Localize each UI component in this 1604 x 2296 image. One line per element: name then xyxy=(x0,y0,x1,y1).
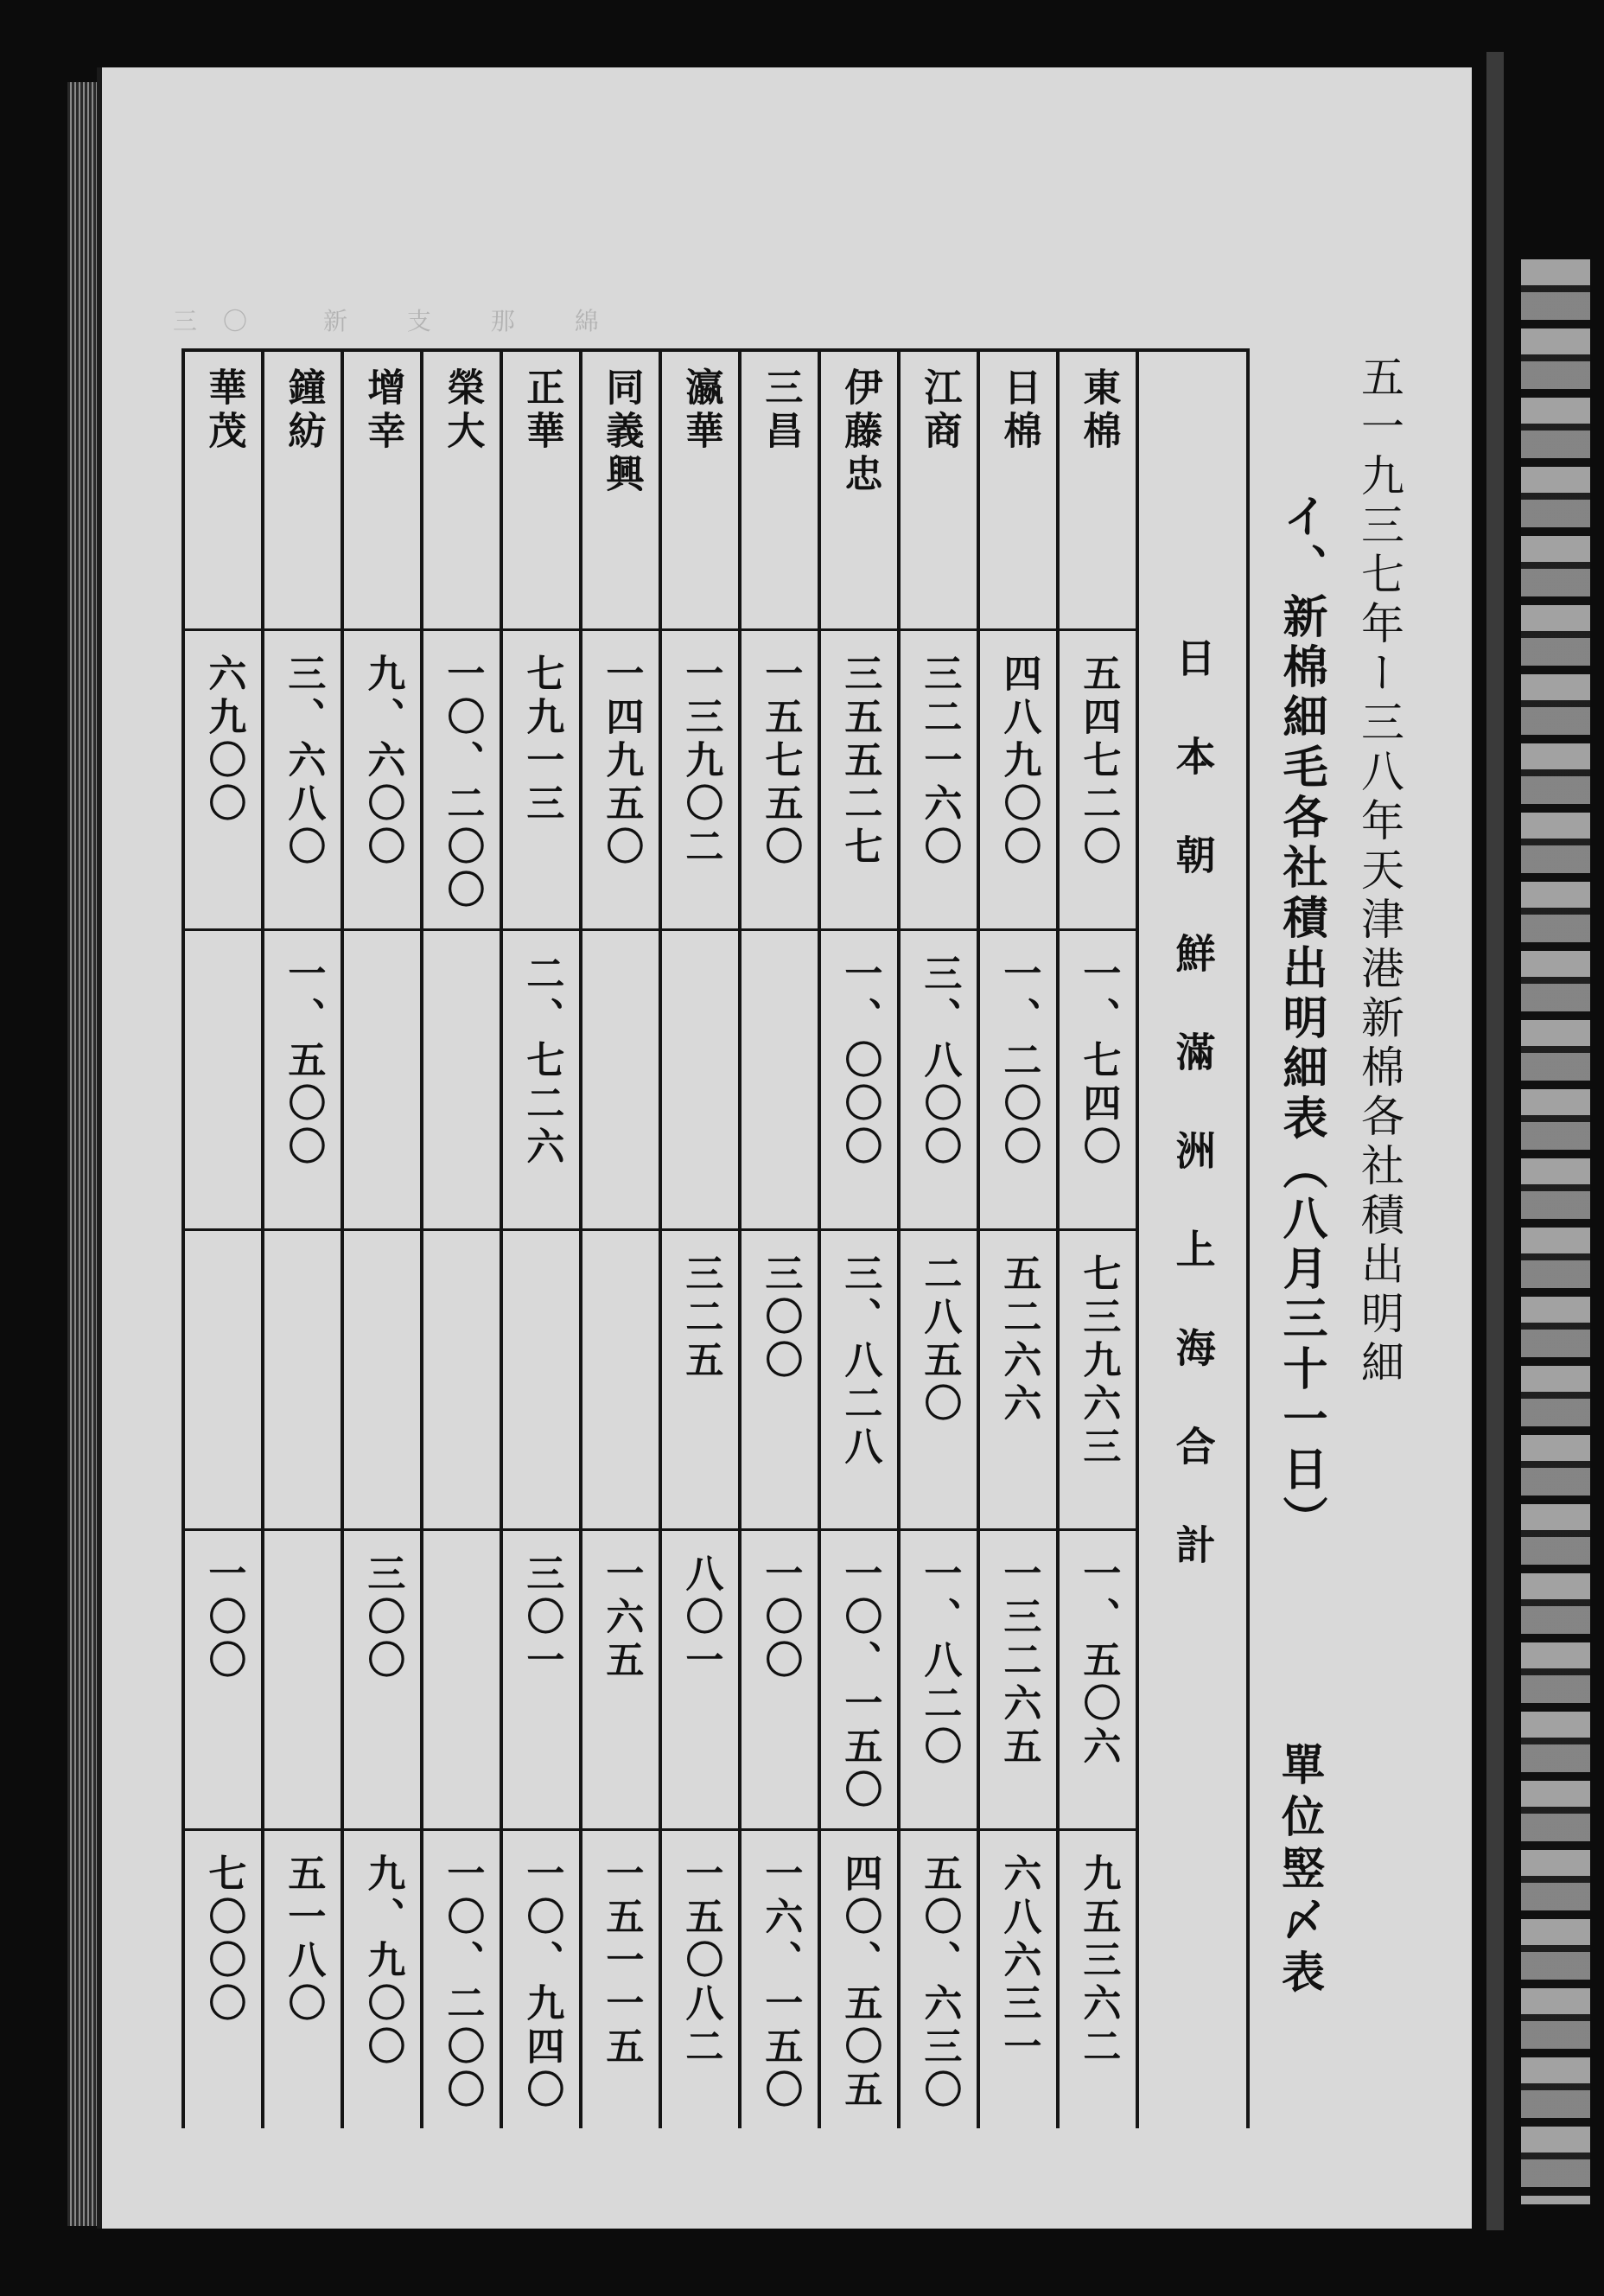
table-cell: 五一八〇 xyxy=(263,1830,342,2129)
table-cell: 三〇〇 xyxy=(740,1230,819,1530)
table-cell: 三二一六〇 xyxy=(899,630,978,930)
table-cell xyxy=(183,1230,263,1530)
table-cell: 一三二六五 xyxy=(978,1530,1058,1830)
table-row-total xyxy=(183,1830,1248,2129)
table-title: 五一九三七年ー三八年天津港新棉各社積出明細 xyxy=(1354,354,1404,1389)
table-row-shanghai xyxy=(183,1530,1248,1830)
torn-page-edge xyxy=(1521,259,1590,2204)
company-name-cell: 同義興 xyxy=(581,350,660,630)
table-cell: 二八五〇 xyxy=(899,1230,978,1530)
table-cell: 一〇、九四〇 xyxy=(501,1830,581,2129)
company-name-cell: 華茂 xyxy=(183,350,263,630)
table-cell: 五〇、六三〇 xyxy=(899,1830,978,2129)
table-cell: 一〇、二〇〇 xyxy=(422,1830,501,2129)
table-cell: 六八六三一 xyxy=(978,1830,1058,2129)
scan-border xyxy=(1486,52,1504,2230)
table-cell: 一五一一五 xyxy=(581,1830,660,2129)
company-name-cell: 東棉 xyxy=(1058,350,1137,630)
table-cell xyxy=(342,930,422,1230)
company-name-cell: 三昌 xyxy=(740,350,819,630)
table-cell xyxy=(501,1230,581,1530)
table-cell: 三、八二八 xyxy=(819,1230,899,1530)
table-cell: 一、二〇〇 xyxy=(978,930,1058,1230)
company-name-cell: 瀛華 xyxy=(660,350,740,630)
table-cell: 三、八〇〇 xyxy=(899,930,978,1230)
table-cell: 七三九六三 xyxy=(1058,1230,1137,1530)
company-name-cell: 正華 xyxy=(501,350,581,630)
table-cell: 七〇〇〇 xyxy=(183,1830,263,2129)
company-name-cell: 伊藤忠 xyxy=(819,350,899,630)
table-cell xyxy=(422,1230,501,1530)
table-cell xyxy=(422,1530,501,1830)
table-cell: 一〇〇 xyxy=(740,1530,819,1830)
table-cell: 一、五〇〇 xyxy=(263,930,342,1230)
faded-running-head: 三〇 新 支 那 綿 xyxy=(173,307,625,335)
table-cell: 一〇、二〇〇 xyxy=(422,630,501,930)
table-cell: 七九一三 xyxy=(501,630,581,930)
table-cell: 八〇一 xyxy=(660,1530,740,1830)
table-subtitle: イ、新棉細毛各社積出明細表（八月三十一日） xyxy=(1275,493,1327,1546)
table-cell: 九五三六二 xyxy=(1058,1830,1137,2129)
table-cell: 一五七五〇 xyxy=(740,630,819,930)
table-cell: 三〇一 xyxy=(501,1530,581,1830)
table-cell xyxy=(342,1230,422,1530)
table-cell xyxy=(263,1230,342,1530)
table-cell: 四八九〇〇 xyxy=(978,630,1058,930)
table-cell: 五二六六 xyxy=(978,1230,1058,1530)
table-cell: 一、〇〇〇 xyxy=(819,930,899,1230)
table-cell: 一五〇八二 xyxy=(660,1830,740,2129)
table-cell: 一、五〇六 xyxy=(1058,1530,1137,1830)
table-cell: 三二五 xyxy=(660,1230,740,1530)
table-cell: 一六、一五〇 xyxy=(740,1830,819,2129)
table-cell: 一六五 xyxy=(581,1530,660,1830)
table-cell: 五四七二〇 xyxy=(1058,630,1137,930)
table-cell xyxy=(422,930,501,1230)
table-cell: 三〇〇 xyxy=(342,1530,422,1830)
company-name-cell: 增幸 xyxy=(342,350,422,630)
table-cell: 一四九五〇 xyxy=(581,630,660,930)
company-name-cell: 江商 xyxy=(899,350,978,630)
column-headers: 日本朝鮮滿洲上海合計 xyxy=(1169,637,1217,1623)
table-cell xyxy=(581,930,660,1230)
table-cell xyxy=(581,1230,660,1530)
table-row-japan xyxy=(183,630,1248,930)
table-cell: 一、七四〇 xyxy=(1058,930,1137,1230)
unit-label: 單位竪〆表 xyxy=(1275,1742,1326,2001)
company-name-cell: 鐘紡 xyxy=(263,350,342,630)
column-header-cell xyxy=(1137,350,1248,2128)
table-cell: 三五五二七 xyxy=(819,630,899,930)
table-cell: 一〇〇 xyxy=(183,1530,263,1830)
table-cell xyxy=(740,930,819,1230)
table-cell: 四〇、五〇五 xyxy=(819,1830,899,2129)
table-row-names xyxy=(183,350,1248,630)
table-cell: 一〇、一五〇 xyxy=(819,1530,899,1830)
company-name-cell: 榮大 xyxy=(422,350,501,630)
table-cell: 二、七二六 xyxy=(501,930,581,1230)
table-cell: 一三九〇二 xyxy=(660,630,740,930)
table-cell xyxy=(263,1530,342,1830)
table-cell xyxy=(660,930,740,1230)
table-cell xyxy=(183,930,263,1230)
table-cell: 三、六八〇 xyxy=(263,630,342,930)
table-cell: 一、八二〇 xyxy=(899,1530,978,1830)
table-cell: 九、九〇〇 xyxy=(342,1830,422,2129)
table-cell: 九、六〇〇 xyxy=(342,630,422,930)
table-cell: 六九〇〇 xyxy=(183,630,263,930)
table-row-manchuria xyxy=(183,1230,1248,1530)
company-name-cell: 日棉 xyxy=(978,350,1058,630)
table-row-korea xyxy=(183,930,1248,1230)
export-table xyxy=(181,348,1250,2128)
